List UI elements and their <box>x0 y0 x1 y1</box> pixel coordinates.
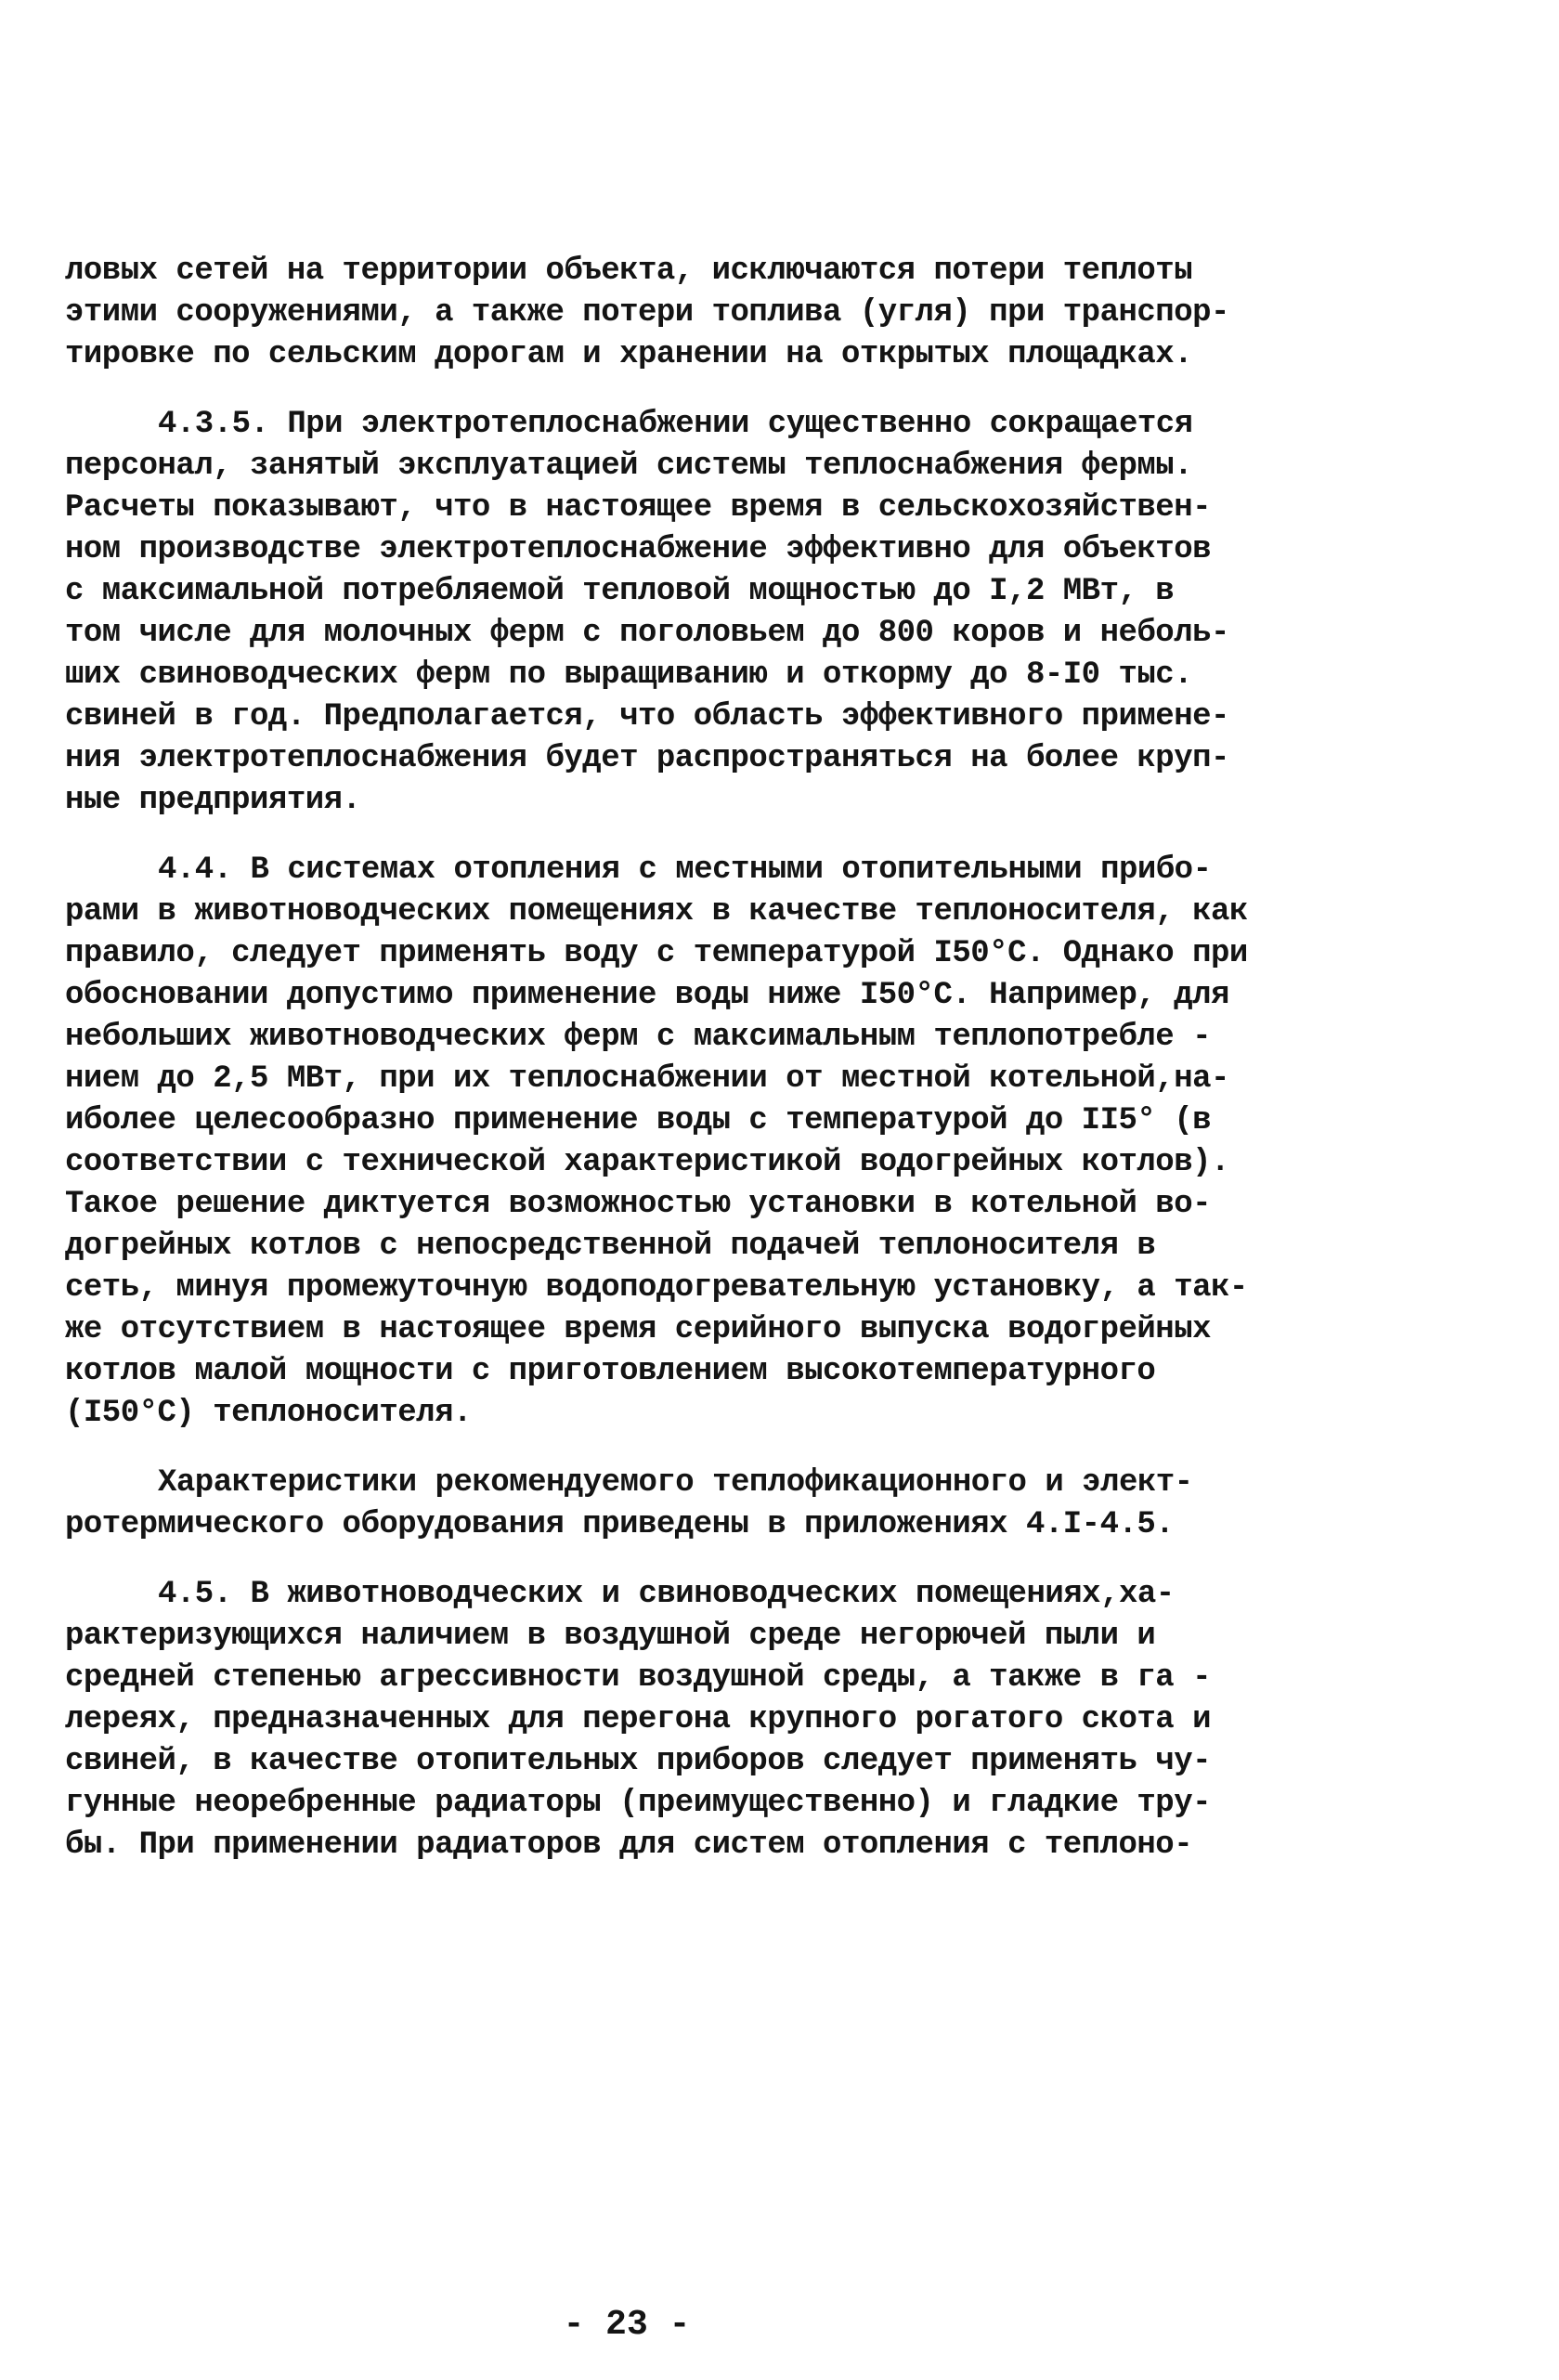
text-line: нием до 2,5 МВт, при их теплоснабжении от местной котельной,на- <box>65 1061 1229 1097</box>
text-line: котлов малой мощности с приготовлением высокотемпературного <box>65 1354 1156 1389</box>
text-line: рами в животноводческих помещениях в качестве теплоносителя, как <box>65 894 1248 930</box>
text-line: ротермического оборудования приведены в приложениях 4.I-4.5. <box>65 1507 1175 1542</box>
text-line: с максимальной потребляемой тепловой мощностью до I,2 МВт, в <box>65 574 1175 609</box>
text-line: бы. При применении радиаторов для систем отопления с теплоно- <box>65 1827 1193 1863</box>
text-line: иболее целесообразно применение воды с температурой до II5° (в <box>65 1103 1212 1138</box>
text-line: лереях, предназначенных для перегона крупного рогатого скота и <box>65 1702 1212 1737</box>
text-line: персонал, занятый эксплуатацией системы теплоснабжения фермы. <box>65 449 1193 484</box>
text-line: свиней в год. Предполагается, что область эффективного примене- <box>65 699 1229 735</box>
text-line: ном производстве электротеплоснабжение эффективно для объектов <box>65 532 1212 567</box>
text-line: (I50°С) теплоносителя. <box>65 1396 472 1431</box>
text-line: 4.5. В животноводческих и свиноводческих помещениях,ха- <box>158 1577 1175 1612</box>
text-line: Такое решение диктуется возможностью установки в котельной во- <box>65 1187 1212 1222</box>
paragraph <box>65 251 1229 376</box>
text-line: Расчеты показывают, что в настоящее время в сельскохозяйствен- <box>65 490 1212 526</box>
text-line: средней степенью агрессивности воздушной среды, а также в га - <box>65 1660 1212 1696</box>
text-line: сеть, минуя промежуточную водоподогревательную установку, а так- <box>65 1270 1248 1306</box>
text-line: Характеристики рекомендуемого теплофикационного и элект- <box>158 1465 1193 1501</box>
text-line: свиней, в качестве отопительных приборов следует применять чу- <box>65 1744 1212 1779</box>
text-line: догрейных котлов с непосредственной подачей теплоносителя в <box>65 1229 1156 1264</box>
paragraph <box>65 1463 1216 1546</box>
paragraph <box>65 1574 1216 1866</box>
text-line: ния электротеплоснабжения будет распространяться на более круп- <box>65 741 1229 776</box>
text-line: ших свиноводческих ферм по выращиванию и откорму до 8-I0 тыс. <box>65 657 1193 693</box>
text-line: же отсутствием в настоящее время серийного выпуска водогрейных <box>65 1312 1212 1347</box>
text-line: 4.4. В системах отопления с местными отопительными прибо- <box>158 852 1212 888</box>
text-line: соответствии с технической характеристикой водогрейных котлов). <box>65 1145 1229 1180</box>
paragraph <box>65 404 1229 822</box>
body-text <box>65 251 1248 1866</box>
text-line: том числе для молочных ферм с поголовьем до 800 коров и неболь- <box>65 616 1229 651</box>
text-line: рактеризующихся наличием в воздушной среде негорючей пыли и <box>65 1619 1156 1654</box>
text-line: обосновании допустимо применение воды ниже I50°С. Например, для <box>65 978 1229 1013</box>
text-line: небольших животноводческих ферм с максимальным теплопотребле - <box>65 1020 1212 1055</box>
text-line: 4.3.5. При электротеплоснабжении существенно сокращается <box>158 407 1193 442</box>
text-line: ловых сетей на территории объекта, исключаются потери теплоты <box>65 254 1193 289</box>
text-line: правило, следует применять воду с температурой I50°С. Однако при <box>65 936 1248 971</box>
text-line: гунные неоребренные радиаторы (преимущественно) и гладкие тру- <box>65 1786 1212 1821</box>
paragraph <box>65 850 1248 1435</box>
text-line: ные предприятия. <box>65 783 361 818</box>
text-line: тировке по сельским дорогам и хранении на открытых площадках. <box>65 337 1193 372</box>
text-line: этими сооружениями, а также потери топлива (угля) при транспор- <box>65 295 1229 331</box>
page-number: - 23 - <box>563 2305 691 2345</box>
